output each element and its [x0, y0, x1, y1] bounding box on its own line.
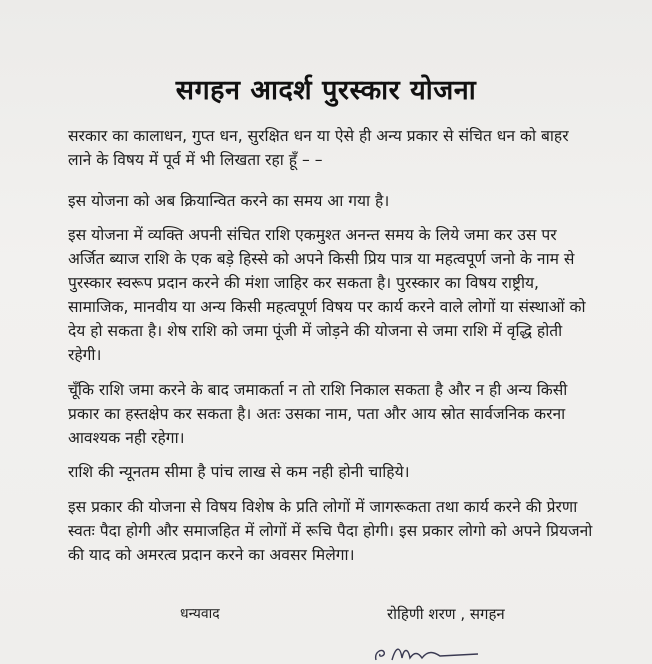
paragraph-black-money: सरकार का कालाधन, गुप्त धन, सुरक्षित धन या ऐसे ही अन्य प्रकार से संचित धन को बाहर लाने के विषय में पूर्व में भी लिखता रहा हूँ – – — [68, 127, 569, 169]
paragraph-minimum-limit: राशि की न्यूनतम सीमा है पांच लाख से कम नही होनी चाहिये। — [68, 463, 410, 481]
paragraph-scheme-details: इस योजना में व्यक्ति अपनी संचित राशि एकमुश्त अनन्त समय के लिये जमा कर उस पर अर्जित ब्याज राशि के एक बड़े हिस्से को अपने किसी प्रिय पात्र या महत्वपूर्ण जनो के नाम से पुरस्कार स्वरूप प्रदान करने की मंशा जाहिर कर सकता है। पुरस्कार का विषय राष्ट्रीय, सामाजिक, मानवीय या अन्य किसी महत्वपूर्ण विषय पर कार्य करने वाले लोगों या संस्थाओं को देय हो सकता है। शेष राशि को जमा पूंजी में जोड़ने की योजना से जमा राशि में वृद्धि होती रहेगी। — [68, 226, 586, 364]
document-title: सगहन आदर्श पुरस्कार योजना — [175, 75, 477, 106]
paragraph-awareness: इस प्रकार की योजना से विषय विशेष के प्रति लोगों में जागरूकता तथा कार्य करने की प्रेरणा स्वतः पैदा होगी और समाजहित में लोगों में रूचि पैदा होगी। इस प्रकार लोगो को अपने प्रियजनो की याद को अमरत्व प्रदान करने का अवसर मिलेगा। — [68, 498, 593, 564]
paragraph-deposit-rules: चूँकि राशि जमा करने के बाद जमाकर्ता न तो राशि निकाल सकता है और न ही अन्य किसी प्रकार का हस्तक्षेप कर सकता है। अतः उसका नाम, पता और आय स्रोत सार्वजनिक करना आवश्यक नही रहेगा। — [68, 381, 568, 447]
paragraph-implementation: इस योजना को अब क्रियान्वित करने का समय आ गया है। — [68, 192, 390, 210]
closing-thanks: धन्यवाद — [180, 606, 220, 622]
handwritten-signature — [368, 640, 488, 664]
author-name: रोहिणी शरण , सगहन — [387, 605, 505, 623]
